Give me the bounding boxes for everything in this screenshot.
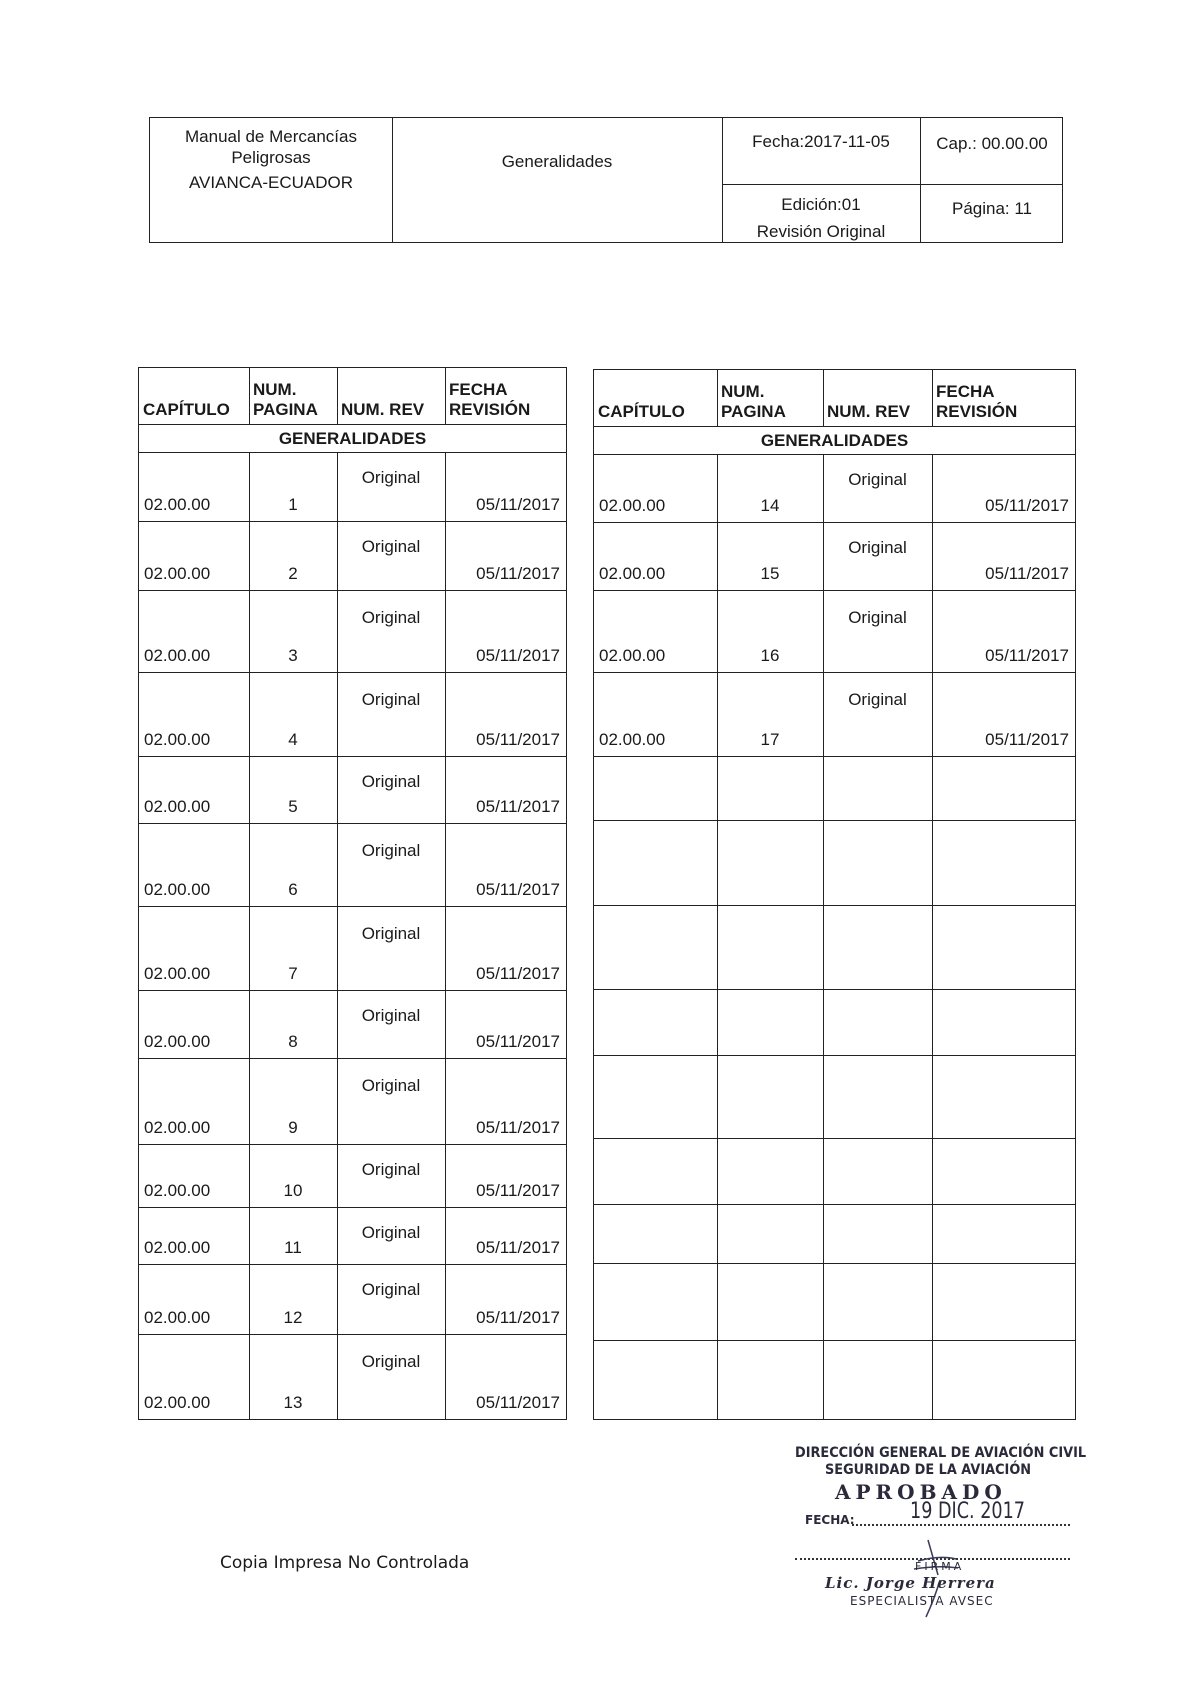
col-header-fecha-revision: REVISIÓN (449, 400, 531, 419)
cell-fecha-revision: 05/11/2017 (476, 646, 560, 665)
stamp-department: SEGURIDAD DE LA AVIACIÓN (825, 1462, 1032, 1478)
col-header-num-pagina: PAGINA (253, 400, 318, 419)
row-divider (594, 1204, 1075, 1205)
stamp-date-label: FECHA: (805, 1513, 855, 1527)
cell-num-rev: Original (848, 538, 907, 557)
row-divider (594, 1263, 1075, 1264)
revision-table-left (138, 367, 567, 1420)
row-divider (139, 906, 566, 907)
cell-fecha-revision: 05/11/2017 (985, 564, 1069, 583)
column-divider (717, 370, 718, 1419)
row-divider (139, 1264, 566, 1265)
manual-title-line1: Manual de Mercancías (185, 127, 357, 146)
row-divider (594, 672, 1075, 673)
cell-num-rev: Original (361, 1076, 421, 1095)
cell-fecha-revision: 05/11/2017 (476, 1238, 560, 1257)
cell-num-pagina: 14 (760, 496, 780, 515)
cell-num-rev: Original (848, 608, 907, 627)
signatory-name: Lic. Jorge Herrera (825, 1574, 996, 1592)
row-divider (139, 590, 566, 591)
cell-capitulo: 02.00.00 (599, 496, 666, 515)
cell-num-pagina: 5 (288, 797, 298, 816)
row-divider (594, 820, 1075, 821)
chapter-number: Cap.: 00.00.00 (936, 134, 1048, 153)
revision-table-right (593, 369, 1076, 1420)
row-divider (139, 1334, 566, 1335)
section-label-band (139, 425, 566, 452)
section-divider (139, 452, 566, 453)
col-header-num-pagina: PAGINA (721, 402, 786, 421)
approval-stamp (790, 1440, 1087, 1620)
cell-capitulo: 02.00.00 (144, 880, 211, 899)
cell-num-rev: Original (361, 468, 421, 487)
cell-num-rev: Original (361, 924, 421, 943)
cell-capitulo: 02.00.00 (144, 1238, 211, 1257)
col-header-num-pagina: NUM. (253, 380, 297, 399)
row-divider (594, 522, 1075, 523)
col-header-num-pagina: NUM. (721, 382, 765, 401)
cell-fecha-revision: 05/11/2017 (476, 1308, 560, 1327)
cell-fecha-revision: 05/11/2017 (476, 964, 560, 983)
cell-capitulo: 02.00.00 (144, 1032, 211, 1051)
row-divider (594, 905, 1075, 906)
cell-capitulo: 02.00.00 (599, 646, 666, 665)
page-number: Página: 11 (951, 199, 1033, 218)
signatory-title: ESPECIALISTA AVSEC (850, 1594, 994, 1608)
cell-capitulo: 02.00.00 (144, 495, 211, 514)
cell-num-pagina: 13 (283, 1393, 303, 1412)
cell-num-pagina: 3 (288, 646, 298, 665)
row-divider (594, 989, 1075, 990)
cell-num-pagina: 1 (288, 495, 298, 514)
cell-capitulo: 02.00.00 (144, 1181, 211, 1200)
cell-fecha-revision: 05/11/2017 (476, 1393, 560, 1412)
cell-capitulo: 02.00.00 (144, 646, 211, 665)
column-divider (823, 370, 824, 1419)
cell-fecha-revision: 05/11/2017 (476, 495, 560, 514)
col-header-fecha-revision: REVISIÓN (936, 402, 1018, 421)
uncontrolled-copy-note: Copia Impresa No Controlada (220, 1553, 470, 1573)
row-divider (594, 1055, 1075, 1056)
document-date: Fecha:2017-11-05 (752, 132, 890, 151)
cell-capitulo: 02.00.00 (144, 1118, 211, 1137)
row-divider (139, 1144, 566, 1145)
cell-num-rev: Original (848, 690, 907, 709)
column-divider (337, 368, 338, 1419)
row-divider (139, 990, 566, 991)
cell-capitulo: 02.00.00 (144, 564, 211, 583)
row-divider (139, 823, 566, 824)
cell-num-pagina: 15 (760, 564, 780, 583)
cell-fecha-revision: 05/11/2017 (985, 730, 1069, 749)
cell-fecha-revision: 05/11/2017 (476, 1032, 560, 1051)
cell-num-pagina: 6 (288, 880, 298, 899)
col-header-fecha-revision: FECHA (449, 380, 508, 399)
cell-num-rev: Original (361, 537, 421, 556)
cell-fecha-revision: 05/11/2017 (985, 646, 1069, 665)
cell-num-pagina: 12 (283, 1308, 303, 1327)
cell-num-rev: Original (361, 1352, 421, 1371)
cell-num-rev: Original (361, 841, 421, 860)
stamp-authority: DIRECCIÓN GENERAL DE AVIACIÓN CIVIL (795, 1445, 1087, 1461)
section-title: Generalidades (501, 152, 613, 171)
cell-num-pagina: 16 (760, 646, 780, 665)
cell-num-pagina: 10 (283, 1181, 303, 1200)
cell-capitulo: 02.00.00 (599, 730, 666, 749)
section-label: GENERALIDADES (760, 431, 909, 450)
stamp-date-value: 19 DIC. 2017 (910, 1499, 1026, 1524)
col-header-fecha-revision: FECHA (936, 382, 995, 401)
cell-num-rev: Original (848, 470, 907, 489)
col-header-capitulo: CAPÍTULO (143, 400, 230, 419)
cell-num-rev: Original (361, 1280, 421, 1299)
stamp-approved: APROBADO (835, 1480, 1007, 1504)
section-divider (594, 454, 1075, 455)
stamp-firma: FIRMA (915, 1560, 965, 1573)
cell-num-pagina: 2 (288, 564, 298, 583)
cell-num-rev: Original (361, 1006, 421, 1025)
cell-fecha-revision: 05/11/2017 (476, 1118, 560, 1137)
cell-fecha-revision: 05/11/2017 (985, 496, 1069, 515)
cell-num-pagina: 17 (760, 730, 780, 749)
row-divider (139, 672, 566, 673)
row-divider (139, 1207, 566, 1208)
revision: Revisión Original (756, 222, 886, 241)
manual-title-line2: Peligrosas (231, 148, 311, 167)
col-header-num-rev: NUM. REV (341, 400, 425, 419)
cell-num-rev: Original (361, 1223, 421, 1242)
section-label: GENERALIDADES (278, 429, 427, 448)
column-divider (932, 370, 933, 1419)
row-divider (594, 1138, 1075, 1139)
row-divider (594, 590, 1075, 591)
cell-num-pagina: 8 (288, 1032, 298, 1051)
cell-capitulo: 02.00.00 (144, 1393, 211, 1412)
document-header (149, 117, 1063, 243)
cell-num-pagina: 7 (288, 964, 298, 983)
row-divider (594, 1340, 1075, 1341)
edition: Edición:01 (781, 195, 861, 214)
cell-num-rev: Original (361, 772, 421, 791)
company-name: AVIANCA-ECUADOR (188, 173, 354, 192)
cell-num-rev: Original (361, 690, 421, 709)
cell-capitulo: 02.00.00 (599, 564, 666, 583)
cell-num-rev: Original (361, 608, 421, 627)
row-divider (594, 756, 1075, 757)
cell-fecha-revision: 05/11/2017 (476, 797, 560, 816)
row-divider (139, 521, 566, 522)
cell-capitulo: 02.00.00 (144, 797, 211, 816)
col-header-capitulo: CAPÍTULO (598, 402, 685, 421)
cell-capitulo: 02.00.00 (144, 1308, 211, 1327)
row-divider (139, 1058, 566, 1059)
section-label-band (594, 427, 1075, 454)
cell-num-rev: Original (361, 1160, 421, 1179)
col-header-num-rev: NUM. REV (827, 402, 911, 421)
cell-num-pagina: 4 (288, 730, 298, 749)
row-divider (139, 756, 566, 757)
cell-fecha-revision: 05/11/2017 (476, 564, 560, 583)
cell-fecha-revision: 05/11/2017 (476, 880, 560, 899)
cell-num-pagina: 9 (288, 1118, 298, 1137)
manual-title (150, 126, 392, 193)
cell-fecha-revision: 05/11/2017 (476, 1181, 560, 1200)
cell-fecha-revision: 05/11/2017 (476, 730, 560, 749)
cell-num-pagina: 11 (284, 1238, 302, 1257)
cell-capitulo: 02.00.00 (144, 730, 211, 749)
cell-capitulo: 02.00.00 (144, 964, 211, 983)
